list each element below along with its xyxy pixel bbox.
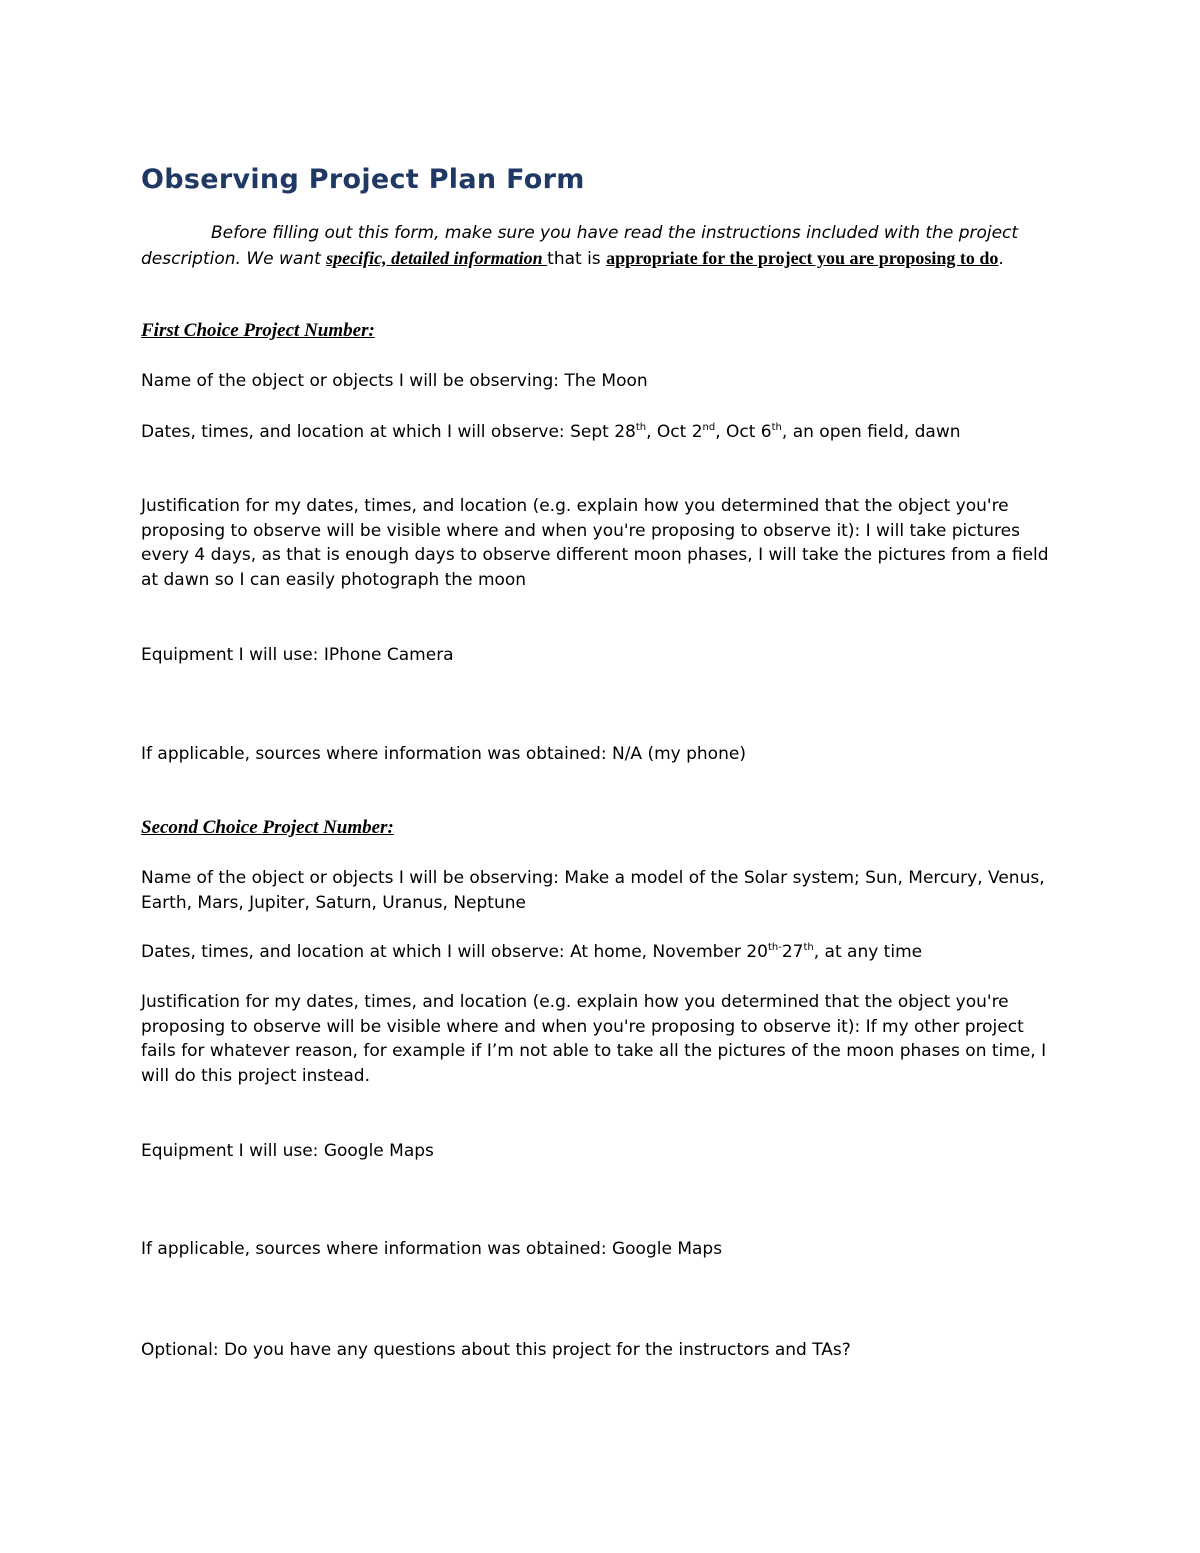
first-choice-heading: First Choice Project Number:	[141, 320, 375, 341]
second-sources-line	[141, 1237, 1061, 1262]
optional-question: Optional: Do you have any questions about this project for the instructors and TAs?	[141, 1340, 851, 1360]
first-sources-value: N/A (my phone)	[611, 744, 746, 764]
first-date-1-sup: th	[635, 422, 647, 433]
intro-emphasis-2: appropriate for the project you are proposing to do	[606, 247, 999, 268]
second-sources-value: Google Maps	[611, 1239, 723, 1259]
second-date-2-sup: th	[803, 942, 814, 953]
first-equipment-value: IPhone Camera	[323, 645, 454, 665]
first-date-3: , Oct 6	[715, 422, 772, 442]
second-dates-line	[141, 940, 1061, 965]
first-object-value: The Moon	[564, 371, 648, 391]
second-equipment-line	[141, 1139, 1061, 1164]
first-sources-line	[141, 742, 1061, 767]
intro-paragraph	[141, 221, 1061, 271]
first-dates-line	[141, 420, 1061, 445]
intro-text-3: .	[998, 248, 1004, 269]
first-date-2: , Oct 2	[646, 422, 703, 442]
second-date-1-sup: th-	[767, 942, 782, 953]
first-object-label: Name of the object or objects I will be observing:	[141, 371, 565, 391]
second-object-value: Make a model of the Solar system; Sun, Mercury, Venus, Earth, Mars, Jupiter, Saturn, Uranus, Neptune	[141, 868, 1045, 913]
second-equipment-label: Equipment I will use:	[141, 1141, 324, 1161]
second-justification-label: Justification for my dates, times, and location (e.g. explain how you determined that the object you're proposing to observe will be visible where and when you're proposing to observe it):	[141, 992, 1009, 1037]
first-object-line	[141, 369, 1061, 394]
second-choice-heading: Second Choice Project Number:	[141, 817, 394, 838]
first-dates-label: Dates, times, and location at which I will observe:	[141, 422, 571, 442]
second-date-2: 27	[781, 942, 804, 962]
first-justification-value: I will take pictures every 4 days, as that is enough days to observe different moon phases, I will take the pictures from a field at dawn so I can easily photograph the moon	[141, 520, 1049, 591]
second-dates-rest: , at any time	[813, 942, 923, 962]
second-sources-label: If applicable, sources where information was obtained:	[141, 1239, 612, 1259]
first-equipment-label: Equipment I will use:	[141, 645, 324, 665]
second-dates-label: Dates, times, and location at which I will observe:	[141, 942, 571, 962]
intro-emphasis-1: specific, detailed information	[326, 247, 548, 268]
first-date-2-sup: nd	[702, 422, 716, 433]
first-dates-rest: , an open field, dawn	[781, 422, 961, 442]
first-date-3-sup: th	[771, 422, 782, 433]
second-object-label: Name of the object or objects I will be observing:	[141, 868, 565, 888]
first-justification	[141, 494, 1061, 593]
first-sources-label: If applicable, sources where information was obtained:	[141, 744, 612, 764]
second-justification	[141, 990, 1061, 1089]
page-title: Observing Project Plan Form	[141, 164, 585, 195]
first-date-1: Sept 28	[570, 422, 636, 442]
intro-text-2: that is	[547, 248, 607, 269]
second-justification-value: If my other project fails for whatever reason, for example if I’m not able to take all the pictures of the moon phases on time, I will do this project instead.	[141, 1016, 1047, 1087]
first-equipment-line	[141, 643, 1061, 668]
intro-text-1: Before filling out this form, make sure you have read the instructions included with the project description. We want	[141, 223, 1019, 269]
first-justification-label: Justification for my dates, times, and location (e.g. explain how you determined that the object you're proposing to observe will be visible where and when you're proposing to observe it):	[141, 496, 1009, 541]
second-equipment-value: Google Maps	[323, 1141, 434, 1161]
second-object-line	[141, 866, 1061, 915]
second-date-1: At home, November 20	[570, 942, 768, 962]
